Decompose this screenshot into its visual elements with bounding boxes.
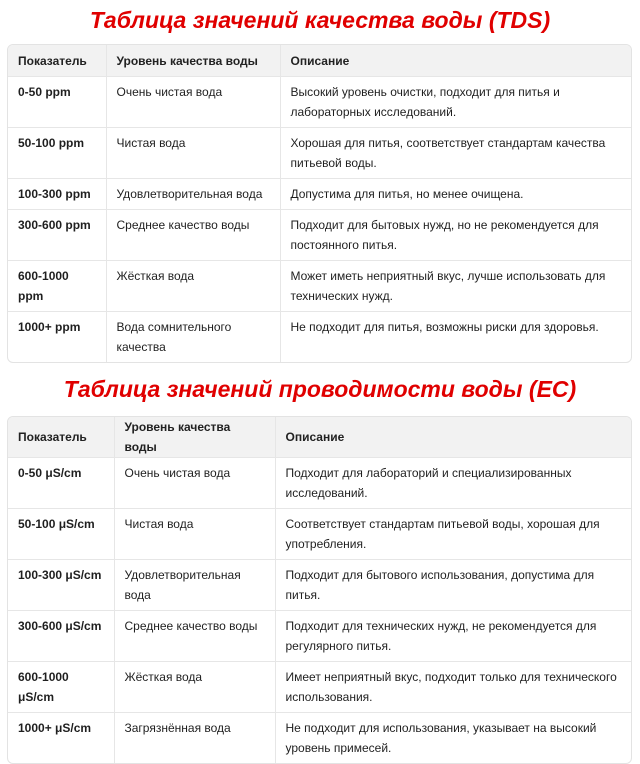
row-indicator: 100-300 μS/cm	[8, 560, 114, 611]
ec-table-card	[7, 416, 632, 764]
row-indicator: 0-50 μS/cm	[8, 458, 114, 509]
row-indicator: 600-1000 μS/cm	[8, 662, 114, 713]
row-description: Допустима для питья, но менее очищена.	[280, 179, 631, 210]
row-description: Имеет неприятный вкус, подходит только для технического использования.	[275, 662, 631, 713]
row-description: Хорошая для питья, соответствует стандартам качества питьевой воды.	[280, 128, 631, 179]
column-header-quality: Уровень качества воды	[114, 417, 275, 458]
row-quality: Загрязнённая вода	[114, 713, 275, 764]
row-description: Подходит для технических нужд, не рекомендуется для регулярного питья.	[275, 611, 631, 662]
row-quality: Жёсткая вода	[114, 662, 275, 713]
ec-table-title: Таблица значений проводимости воды (EC)	[63, 376, 577, 402]
row-indicator: 50-100 μS/cm	[8, 509, 114, 560]
row-quality: Очень чистая вода	[114, 458, 275, 509]
table-row	[8, 179, 631, 210]
row-quality: Удовлетворительная вода	[114, 560, 275, 611]
row-quality: Очень чистая вода	[106, 77, 280, 128]
row-description: Подходит для лабораторий и специализированных исследований.	[275, 458, 631, 509]
row-indicator: 300-600 μS/cm	[8, 611, 114, 662]
table-header-row	[8, 417, 631, 458]
column-header-description: Описание	[275, 417, 631, 458]
tds-table	[8, 45, 631, 362]
table-row	[8, 210, 631, 261]
row-indicator: 1000+ ppm	[8, 312, 106, 363]
row-indicator: 100-300 ppm	[8, 179, 106, 210]
row-description: Подходит для бытового использования, допустима для питья.	[275, 560, 631, 611]
row-description: Соответствует стандартам питьевой воды, хорошая для употребления.	[275, 509, 631, 560]
table-row	[8, 128, 631, 179]
column-header-description: Описание	[280, 45, 631, 77]
row-indicator: 0-50 ppm	[8, 77, 106, 128]
table-row	[8, 560, 631, 611]
column-header-indicator: Показатель	[8, 417, 114, 458]
table-row	[8, 458, 631, 509]
table-row	[8, 662, 631, 713]
tds-table-title: Таблица значений качества воды (TDS)	[89, 7, 551, 33]
row-quality: Удовлетворительная вода	[106, 179, 280, 210]
row-quality: Вода сомнительного качества	[106, 312, 280, 363]
row-description: Может иметь неприятный вкус, лучше использовать для технических нужд.	[280, 261, 631, 312]
row-quality: Среднее качество воды	[114, 611, 275, 662]
table-row	[8, 261, 631, 312]
row-description: Подходит для бытовых нужд, но не рекомендуется для постоянного питья.	[280, 210, 631, 261]
row-quality: Среднее качество воды	[106, 210, 280, 261]
table-row	[8, 509, 631, 560]
ec-table	[8, 417, 631, 763]
tds-table-card	[7, 44, 632, 363]
row-description: Не подходит для использования, указывает на высокий уровень примесей.	[285, 721, 597, 755]
row-indicator: 1000+ μS/cm	[8, 713, 114, 764]
table-row	[8, 77, 631, 128]
row-indicator: 300-600 ppm	[8, 210, 106, 261]
table-row	[8, 611, 631, 662]
column-header-quality: Уровень качества воды	[106, 45, 280, 77]
row-quality: Чистая вода	[106, 128, 280, 179]
row-indicator: 50-100 ppm	[8, 128, 106, 179]
table-row	[8, 312, 631, 363]
row-indicator: 600-1000 ppm	[8, 261, 106, 312]
row-quality: Чистая вода	[114, 509, 275, 560]
table-row	[8, 713, 631, 764]
column-header-indicator: Показатель	[8, 45, 106, 77]
row-quality: Жёсткая вода	[106, 261, 280, 312]
table-header-row	[8, 45, 631, 77]
row-description: Не подходит для питья, возможны риски для здоровья.	[290, 320, 599, 334]
row-description: Высокий уровень очистки, подходит для питья и лабораторных исследований.	[280, 77, 631, 128]
